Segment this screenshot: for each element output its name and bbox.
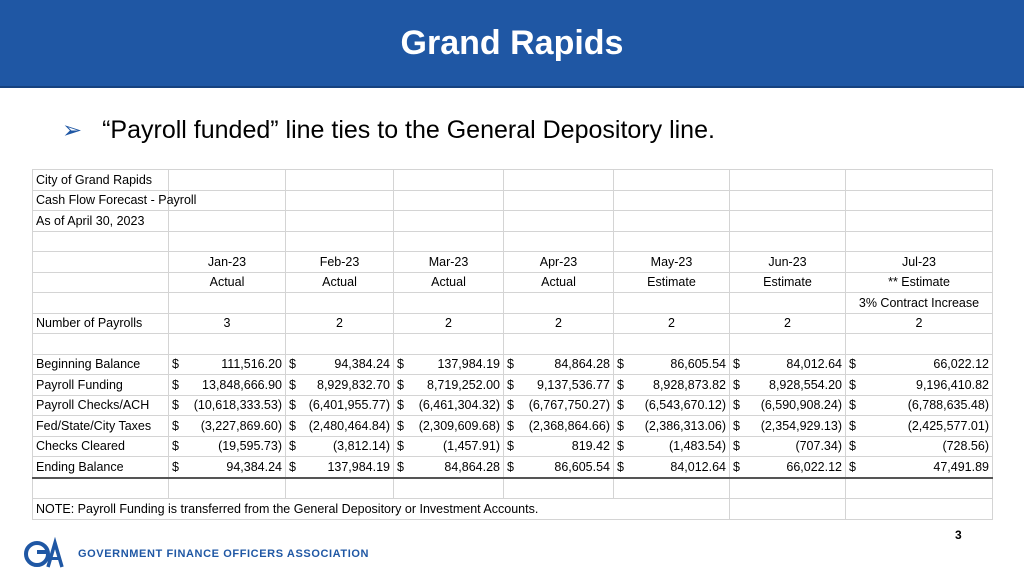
empty-cell <box>33 252 169 273</box>
empty-cell <box>169 170 286 191</box>
currency-symbol: $ <box>507 418 514 433</box>
money-cell <box>169 375 286 396</box>
currency-symbol: $ <box>617 357 624 372</box>
period-type: Actual <box>169 272 286 293</box>
money-cell <box>286 395 394 416</box>
period-type: Actual <box>504 272 614 293</box>
page-number: 3 <box>955 528 962 542</box>
money-value <box>172 378 282 392</box>
empty-cell <box>730 334 846 355</box>
amount: 84,012.64 <box>786 357 842 372</box>
money-cell <box>394 436 504 457</box>
empty-cell <box>846 211 993 232</box>
currency-symbol: $ <box>507 377 514 392</box>
row-label: Payroll Checks/ACH <box>33 395 169 416</box>
row-label: Checks Cleared <box>33 436 169 457</box>
row-label: Payroll Funding <box>33 375 169 396</box>
money-cell <box>504 457 614 478</box>
amount: 94,384.24 <box>334 357 390 372</box>
amount: 86,605.54 <box>670 357 726 372</box>
money-value <box>733 378 842 392</box>
currency-symbol: $ <box>507 459 514 474</box>
arrow-bullet-icon: ➢ <box>62 117 83 144</box>
money-cell <box>504 354 614 375</box>
money-cell <box>730 436 846 457</box>
empty-cell <box>394 211 504 232</box>
month-header: Mar-23 <box>394 252 504 273</box>
money-value <box>849 378 989 392</box>
currency-symbol: $ <box>617 377 624 392</box>
currency-symbol: $ <box>849 418 856 433</box>
currency-symbol: $ <box>289 418 296 433</box>
row-label: Fed/State/City Taxes <box>33 416 169 437</box>
currency-symbol: $ <box>733 377 740 392</box>
amount: (1,457.91) <box>443 439 500 454</box>
money-value <box>289 439 390 453</box>
gfoa-logo-icon <box>24 537 64 571</box>
money-cell <box>169 354 286 375</box>
money-value <box>849 398 989 412</box>
money-value <box>397 419 500 433</box>
empty-cell <box>394 334 504 355</box>
money-cell <box>286 436 394 457</box>
empty-cell <box>169 211 286 232</box>
money-cell <box>846 457 993 478</box>
empty-cell <box>846 170 993 191</box>
empty-cell <box>286 170 394 191</box>
money-value <box>733 398 842 412</box>
amount: 111,516.20 <box>221 357 282 372</box>
funding-note: NOTE: Payroll Funding is transferred from the General Depository or Investment Accounts. <box>33 499 730 520</box>
money-row <box>33 354 993 375</box>
money-value <box>733 419 842 433</box>
money-cell <box>504 416 614 437</box>
money-cell <box>169 395 286 416</box>
empty-cell <box>730 211 846 232</box>
money-value <box>507 357 610 371</box>
money-cell <box>614 395 730 416</box>
amount: 8,719,252.00 <box>427 377 500 392</box>
empty-cell <box>394 478 504 499</box>
money-cell <box>614 416 730 437</box>
amount: 66,022.12 <box>933 357 989 372</box>
currency-symbol: $ <box>289 439 296 454</box>
currency-symbol: $ <box>289 398 296 413</box>
amount: 819.42 <box>571 439 610 454</box>
money-value <box>172 460 282 474</box>
currency-symbol: $ <box>849 398 856 413</box>
payroll-count-row <box>33 313 993 334</box>
currency-symbol: $ <box>172 439 179 454</box>
money-cell <box>846 354 993 375</box>
payroll-count: 2 <box>504 313 614 334</box>
amount: 84,012.64 <box>670 459 726 474</box>
contract-increase-note: 3% Contract Increase <box>846 293 993 314</box>
currency-symbol: $ <box>733 357 740 372</box>
empty-cell <box>614 211 730 232</box>
empty-cell <box>730 499 846 520</box>
money-cell <box>504 436 614 457</box>
payroll-count: 2 <box>846 313 993 334</box>
currency-symbol: $ <box>617 459 624 474</box>
money-cell <box>286 354 394 375</box>
money-cell <box>614 375 730 396</box>
money-cell <box>286 416 394 437</box>
amount: (1,483.54) <box>669 439 726 454</box>
money-cell <box>394 395 504 416</box>
money-cell <box>730 375 846 396</box>
row-label: Number of Payrolls <box>33 313 169 334</box>
payroll-count: 2 <box>614 313 730 334</box>
currency-symbol: $ <box>849 357 856 372</box>
amount: 47,491.89 <box>933 459 989 474</box>
currency-symbol: $ <box>507 398 514 413</box>
empty-cell <box>286 231 394 252</box>
empty-cell <box>504 170 614 191</box>
money-cell <box>169 436 286 457</box>
period-type: Actual <box>286 272 394 293</box>
money-value <box>289 378 390 392</box>
row-label: Ending Balance <box>33 457 169 478</box>
money-row <box>33 457 993 478</box>
month-header: Jul-23 <box>846 252 993 273</box>
empty-cell <box>504 231 614 252</box>
amount: (6,590,908.24) <box>760 398 842 413</box>
money-row <box>33 395 993 416</box>
amount: 86,605.54 <box>554 459 610 474</box>
empty-cell <box>504 293 614 314</box>
currency-symbol: $ <box>849 459 856 474</box>
amount: (6,767,750.27) <box>528 398 610 413</box>
money-value <box>617 398 726 412</box>
currency-symbol: $ <box>733 398 740 413</box>
money-value <box>397 378 500 392</box>
empty-cell <box>169 293 286 314</box>
bullet-text: “Payroll funded” line ties to the General Depository line. <box>102 116 715 144</box>
empty-cell <box>33 478 169 499</box>
empty-cell <box>169 334 286 355</box>
money-value <box>507 419 610 433</box>
money-value <box>507 378 610 392</box>
empty-cell <box>846 478 993 499</box>
cash-flow-table <box>32 169 993 520</box>
amount: (6,543,670.12) <box>644 398 726 413</box>
blank-row <box>33 478 993 499</box>
empty-cell <box>286 478 394 499</box>
money-row <box>33 436 993 457</box>
empty-cell <box>169 478 286 499</box>
amount: (728.56) <box>942 439 989 454</box>
empty-cell <box>286 190 394 211</box>
money-cell <box>614 436 730 457</box>
month-header: May-23 <box>614 252 730 273</box>
money-value <box>289 357 390 371</box>
money-value <box>397 398 500 412</box>
money-value <box>289 398 390 412</box>
money-cell <box>846 436 993 457</box>
amount: (6,461,304.32) <box>418 398 500 413</box>
empty-cell <box>730 170 846 191</box>
currency-symbol: $ <box>397 357 404 372</box>
money-value <box>507 460 610 474</box>
amount: (2,368,864.66) <box>528 418 610 433</box>
currency-symbol: $ <box>172 459 179 474</box>
empty-cell <box>33 272 169 293</box>
amount: 13,848,666.90 <box>202 377 282 392</box>
empty-cell <box>504 478 614 499</box>
empty-cell <box>286 211 394 232</box>
empty-cell <box>730 190 846 211</box>
amount: (3,227,869.60) <box>200 418 282 433</box>
money-value <box>507 439 610 453</box>
payroll-count: 2 <box>730 313 846 334</box>
empty-cell <box>504 190 614 211</box>
amount: 66,022.12 <box>786 459 842 474</box>
empty-cell <box>286 334 394 355</box>
money-value <box>849 419 989 433</box>
money-value <box>849 460 989 474</box>
note-row <box>33 499 993 520</box>
money-cell <box>846 395 993 416</box>
amount: 8,928,554.20 <box>769 377 842 392</box>
money-cell <box>614 354 730 375</box>
money-cell <box>394 375 504 396</box>
header-row <box>33 190 993 211</box>
money-cell <box>846 375 993 396</box>
money-value <box>397 439 500 453</box>
period-type: Estimate <box>730 272 846 293</box>
currency-symbol: $ <box>507 357 514 372</box>
empty-cell <box>730 231 846 252</box>
amount: (6,401,955.77) <box>308 398 390 413</box>
header-row <box>33 211 993 232</box>
amount: (3,812.14) <box>333 439 390 454</box>
empty-cell <box>614 334 730 355</box>
currency-symbol: $ <box>289 357 296 372</box>
sheet-header-text: As of April 30, 2023 <box>33 211 169 232</box>
amount: 137,984.19 <box>327 459 390 474</box>
empty-cell <box>394 170 504 191</box>
payroll-count: 3 <box>169 313 286 334</box>
amount: 94,384.24 <box>226 459 282 474</box>
money-cell <box>394 416 504 437</box>
currency-symbol: $ <box>733 459 740 474</box>
money-value <box>397 460 500 474</box>
currency-symbol: $ <box>849 377 856 392</box>
amount: (2,480,464.84) <box>308 418 390 433</box>
row-label: Beginning Balance <box>33 354 169 375</box>
empty-cell <box>33 293 169 314</box>
amount: 9,137,536.77 <box>537 377 610 392</box>
bullet-point <box>62 116 715 145</box>
money-value <box>849 439 989 453</box>
title-bar <box>0 0 1024 88</box>
money-value <box>617 378 726 392</box>
money-cell <box>286 457 394 478</box>
money-value <box>617 460 726 474</box>
empty-cell <box>614 190 730 211</box>
currency-symbol: $ <box>397 377 404 392</box>
amount: 84,864.28 <box>554 357 610 372</box>
currency-symbol: $ <box>733 439 740 454</box>
money-value <box>289 419 390 433</box>
currency-symbol: $ <box>617 418 624 433</box>
month-header: Jun-23 <box>730 252 846 273</box>
amount: 9,196,410.82 <box>916 377 989 392</box>
money-value <box>172 439 282 453</box>
currency-symbol: $ <box>507 439 514 454</box>
empty-cell <box>614 293 730 314</box>
money-cell <box>394 457 504 478</box>
empty-cell <box>504 211 614 232</box>
month-row <box>33 252 993 273</box>
empty-cell <box>394 190 504 211</box>
currency-symbol: $ <box>397 459 404 474</box>
currency-symbol: $ <box>172 398 179 413</box>
empty-cell <box>730 293 846 314</box>
empty-cell <box>614 478 730 499</box>
money-value <box>172 419 282 433</box>
money-cell <box>394 354 504 375</box>
money-row <box>33 375 993 396</box>
currency-symbol: $ <box>397 439 404 454</box>
empty-cell <box>169 231 286 252</box>
empty-cell <box>33 231 169 252</box>
money-cell <box>730 354 846 375</box>
currency-symbol: $ <box>397 418 404 433</box>
empty-cell <box>846 499 993 520</box>
money-value <box>617 357 726 371</box>
currency-symbol: $ <box>733 418 740 433</box>
month-header: Jan-23 <box>169 252 286 273</box>
empty-cell <box>614 231 730 252</box>
amount: (2,354,929.13) <box>760 418 842 433</box>
money-cell <box>504 395 614 416</box>
money-value <box>849 357 989 371</box>
amount: (10,618,333.53) <box>193 398 282 413</box>
money-value <box>507 398 610 412</box>
empty-cell <box>33 334 169 355</box>
amount: (2,309,609.68) <box>418 418 500 433</box>
money-cell <box>169 416 286 437</box>
currency-symbol: $ <box>289 459 296 474</box>
org-name: GOVERNMENT FINANCE OFFICERS ASSOCIATION <box>78 548 370 560</box>
amount: 8,929,832.70 <box>317 377 390 392</box>
money-cell <box>169 457 286 478</box>
currency-symbol: $ <box>397 398 404 413</box>
money-cell <box>286 375 394 396</box>
money-value <box>397 357 500 371</box>
amount: (19,595.73) <box>218 439 282 454</box>
money-value <box>289 460 390 474</box>
empty-cell <box>286 293 394 314</box>
amount: (2,386,313.06) <box>644 418 726 433</box>
amount: 84,864.28 <box>444 459 500 474</box>
sheet-header-text: City of Grand Rapids <box>33 170 169 191</box>
period-type: Estimate <box>614 272 730 293</box>
money-value <box>172 398 282 412</box>
empty-cell <box>394 293 504 314</box>
type-row <box>33 272 993 293</box>
empty-cell <box>846 334 993 355</box>
sheet-header-text: Cash Flow Forecast - Payroll <box>33 190 169 211</box>
empty-cell <box>846 231 993 252</box>
payroll-count: 2 <box>286 313 394 334</box>
currency-symbol: $ <box>172 418 179 433</box>
slide-title: Grand Rapids <box>400 23 624 62</box>
money-value <box>617 439 726 453</box>
money-value <box>172 357 282 371</box>
amount: 137,984.19 <box>437 357 500 372</box>
amount: (707.34) <box>795 439 842 454</box>
money-cell <box>504 375 614 396</box>
payroll-count: 2 <box>394 313 504 334</box>
money-cell <box>614 457 730 478</box>
amount: (2,425,577.01) <box>907 418 989 433</box>
month-header: Feb-23 <box>286 252 394 273</box>
currency-symbol: $ <box>617 439 624 454</box>
money-value <box>733 357 842 371</box>
amount: 8,928,873.82 <box>653 377 726 392</box>
month-header: Apr-23 <box>504 252 614 273</box>
currency-symbol: $ <box>289 377 296 392</box>
money-row <box>33 416 993 437</box>
header-row <box>33 170 993 191</box>
empty-cell <box>504 334 614 355</box>
currency-symbol: $ <box>172 357 179 372</box>
money-cell <box>730 416 846 437</box>
empty-cell <box>846 190 993 211</box>
money-value <box>617 419 726 433</box>
currency-symbol: $ <box>617 398 624 413</box>
empty-cell <box>614 170 730 191</box>
money-cell <box>730 457 846 478</box>
empty-cell <box>730 478 846 499</box>
currency-symbol: $ <box>849 439 856 454</box>
period-type: Actual <box>394 272 504 293</box>
money-cell <box>730 395 846 416</box>
contract-note-row <box>33 293 993 314</box>
blank-row <box>33 334 993 355</box>
money-value <box>733 439 842 453</box>
currency-symbol: $ <box>172 377 179 392</box>
footer <box>24 537 369 571</box>
empty-cell <box>394 231 504 252</box>
money-value <box>733 460 842 474</box>
money-cell <box>846 416 993 437</box>
amount: (6,788,635.48) <box>907 398 989 413</box>
period-type: ** Estimate <box>846 272 993 293</box>
blank-row <box>33 231 993 252</box>
